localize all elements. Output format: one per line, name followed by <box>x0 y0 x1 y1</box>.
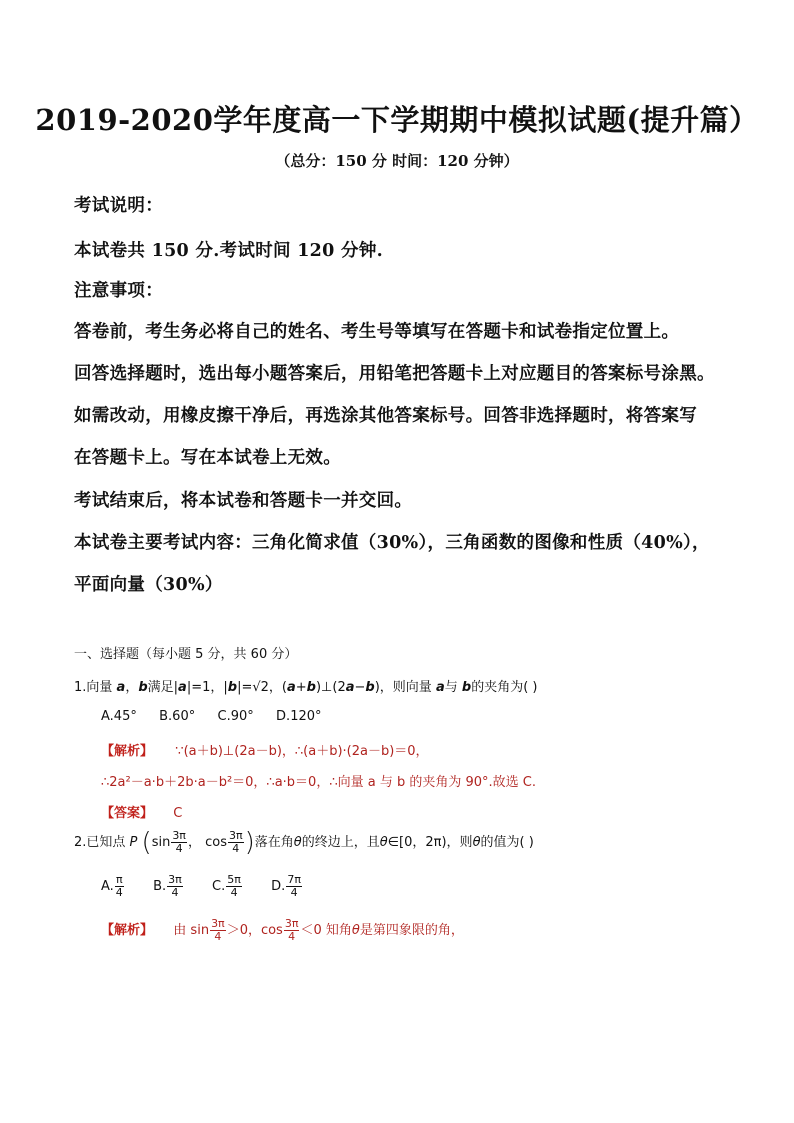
note-2c: 在答题卡上。写在本试卷上无效。 <box>74 448 341 468</box>
option-d: D. $\frac{7\pi}{4}$ <box>271 873 301 899</box>
question-number: 1. <box>74 680 87 695</box>
question-1: 1.向量 a，b满足|a|=1，|b|=√2，(a+b)⊥(2a−b)，则向量 a与 b的夹角为( ) <box>74 680 538 695</box>
exam-info-text: 本试卷共 150 分.考试时间 120 分钟. <box>74 241 384 261</box>
option-c: C. $\frac{5\pi}{4}$ <box>212 873 241 899</box>
notes-heading: 注意事项： <box>74 281 163 301</box>
exam-info-heading: 考试说明： <box>74 196 163 216</box>
page-subtitle: （总分：150 分 时间：120 分钟） <box>275 152 519 170</box>
note-2b: 如需改动，用橡皮擦干净后，再选涂其他答案标号。回答非选择题时，将答案写 <box>74 406 697 426</box>
note-3: 考试结束后，将本试卷和答题卡一并交回。 <box>74 491 413 511</box>
option-c: C.90° <box>217 709 254 724</box>
q1-analysis-line-1: 【解析】 ∵(a＋b)⊥(2a－b)，∴(a＋b)·(2a－b)＝0， <box>101 744 429 759</box>
fraction: $\frac{3\pi}{4}$ <box>172 829 186 855</box>
page-title: 2019-2020学年度高一下学期期中模拟试题(提升篇） <box>35 103 759 137</box>
option-b: B.60° <box>159 709 196 724</box>
option-a: A. $\frac{\pi}{4}$ <box>101 873 123 899</box>
option-d: D.120° <box>276 709 322 724</box>
q2-options <box>101 874 303 899</box>
analysis-tag: 【解析】 <box>101 923 154 938</box>
q1-options <box>101 709 322 724</box>
fraction: $\frac{3\pi}{4}$ <box>228 829 243 855</box>
note-2a: 回答选择题时，选出每小题答案后，用铅笔把答题卡上对应题目的答案标号涂黑。 <box>74 364 715 384</box>
analysis-tag: 【解析】 <box>101 744 154 759</box>
option-b: B. $\frac{3\pi}{4}$ <box>153 873 182 899</box>
question-2: 2.已知点 P (sin $\frac{3\pi}{4}$ ， cos $\frac{3\pi}{4}$ )落在角θ的终边上，且θ∈[0，2π)，则θ的值为( ) <box>74 827 534 858</box>
content-line-a: 本试卷主要考试内容：三角化简求值（30%），三角函数的图像和性质（40%）， <box>74 533 710 553</box>
q1-answer <box>101 802 182 821</box>
question-number: 2. <box>74 835 87 850</box>
q2-analysis: 【解析】 由 sin $\frac{3\pi}{4}$ ＞0，cos $\frac{3\pi}{4}$ ＜0 知角θ是第四象限的角， <box>101 917 464 943</box>
note-1: 答卷前，考生务必将自己的姓名、考生号等填写在答题卡和试卷指定位置上。 <box>74 322 680 342</box>
option-a: A.45° <box>101 709 137 724</box>
answer-tag: 【答案】 <box>101 806 154 821</box>
q1-analysis-line-2: ∴2a²－a·b＋2b·a－b²＝0，∴a·b＝0，∴向量 a 与 b 的夹角为 90°.故选 C. <box>101 775 536 790</box>
section-title: 一、选择题（每小题 5 分，共 60 分） <box>74 647 298 662</box>
answer-value: C <box>173 806 183 821</box>
content-line-b: 平面向量（30%） <box>74 575 223 595</box>
